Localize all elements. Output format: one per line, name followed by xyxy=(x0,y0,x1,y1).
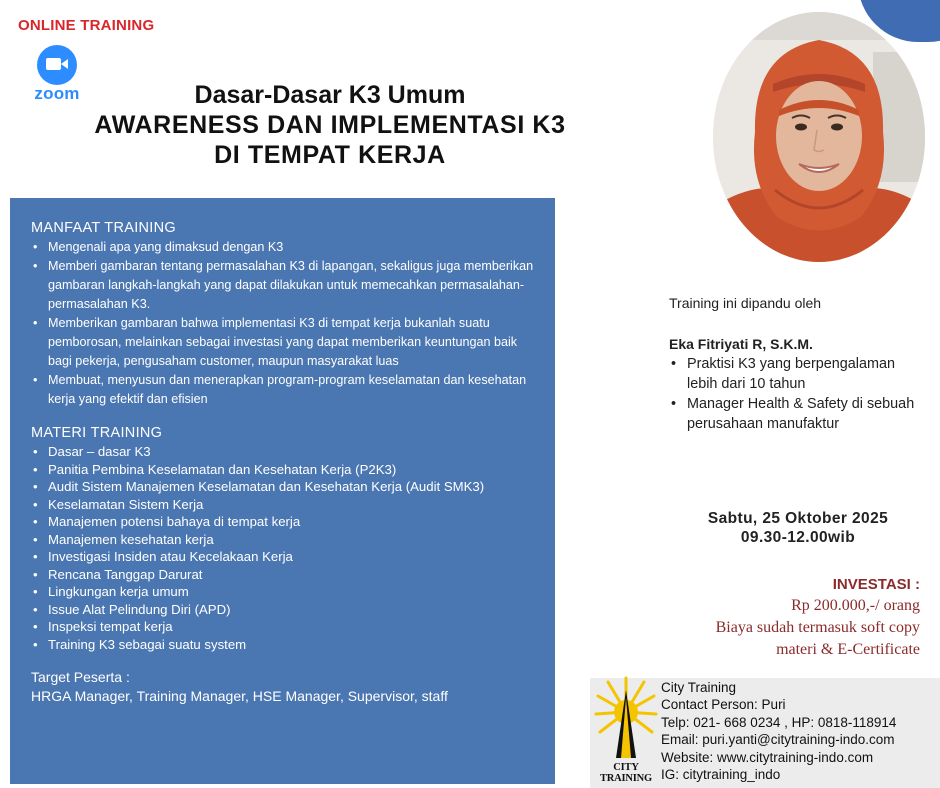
contact-website: Website: www.citytraining-indo.com xyxy=(661,749,874,765)
schedule-date: Sabtu, 25 Oktober 2025 xyxy=(707,510,889,527)
contact-instagram: IG: citytraining_indo xyxy=(661,767,781,783)
materi-item: • Investigasi Insiden atau Kecelakaan Kerja xyxy=(31,548,535,566)
zoom-camera-icon xyxy=(37,45,77,85)
investment-note-1: Biaya sudah termasuk soft copy xyxy=(715,619,920,636)
contact-phone: Telp: 021- 668 0234 , HP: 0818-118914 xyxy=(661,714,897,730)
contact-details xyxy=(661,679,896,783)
materi-item: • Training K3 sebagai suatu system xyxy=(31,636,535,654)
contact-email: Email: puri.yanti@citytraining-indo.com xyxy=(661,732,895,748)
manfaat-heading: MANFAAT TRAINING xyxy=(31,220,176,236)
contact-person: Contact Person: Puri xyxy=(661,697,786,713)
manfaat-item: • Mengenali apa yang dimaksud dengan K3 xyxy=(31,238,535,257)
online-training-label: ONLINE TRAINING xyxy=(18,17,155,34)
schedule-time: 09.30-12.00wib xyxy=(740,529,856,546)
investment-info xyxy=(600,574,920,661)
materi-item: • Lingkungan kerja umum xyxy=(31,583,535,601)
materi-item: • Inspeksi tempat kerja xyxy=(31,618,535,636)
city-training-logo xyxy=(594,672,658,782)
manfaat-list xyxy=(31,238,535,409)
trainer-credentials xyxy=(669,354,919,434)
materi-item: • Rencana Tanggap Darurat xyxy=(31,566,535,584)
contact-company: City Training xyxy=(661,680,737,695)
training-details-panel xyxy=(10,198,555,784)
materi-item: • Audit Sistem Manajemen Keselamatan dan Kesehatan Kerja (Audit SMK3) xyxy=(31,478,535,496)
target-label: Target Peserta : xyxy=(31,669,130,685)
materi-item: • Manajemen potensi bahaya di tempat kerja xyxy=(31,513,535,531)
materi-list xyxy=(31,443,535,653)
manfaat-item: • Memberikan gambaran bahwa implementasi K3 di tempat kerja bukanlah suatu pemborosan, melainkan sebagai investasi yang dapat memberikan keuntungan baik bagi pekerja, pengusaham customer, maupun masyarakat luas xyxy=(31,314,535,371)
target-value: HRGA Manager, Training Manager, HSE Manager, Supervisor, staff xyxy=(31,688,448,704)
investment-heading: INVESTASI : xyxy=(832,576,920,593)
trainer-portrait-illustration xyxy=(713,12,925,262)
zoom-wordmark: zoom xyxy=(34,84,80,103)
materi-item: • Keselamatan Sistem Kerja xyxy=(31,496,535,514)
page-title xyxy=(40,80,620,170)
materi-item: • Issue Alat Pelindung Diri (APD) xyxy=(31,601,535,619)
materi-heading: MATERI TRAINING xyxy=(31,425,163,441)
materi-item: • Manajemen kesehatan kerja xyxy=(31,531,535,549)
trainer-name: Eka Fitriyati R, S.K.M. xyxy=(669,336,813,352)
title-line-1: Dasar-Dasar K3 Umum xyxy=(194,81,466,109)
materi-item: • Dasar – dasar K3 xyxy=(31,443,535,461)
trainer-credential: • Praktisi K3 yang berpengalaman lebih dari 10 tahun xyxy=(669,354,919,394)
investment-note-2: materi & E-Certificate xyxy=(776,641,920,658)
schedule xyxy=(660,509,936,547)
trainer-info xyxy=(669,294,919,434)
materi-item: • Panitia Pembina Keselamatan dan Kesehatan Kerja (P2K3) xyxy=(31,461,535,479)
trainer-photo xyxy=(713,12,925,262)
investment-price: Rp 200.000,-/ orang xyxy=(791,597,920,614)
sunburst-tower-icon xyxy=(594,672,658,762)
title-line-3: DI TEMPAT KERJA xyxy=(214,141,446,169)
logo-wordmark: CITY TRAINING xyxy=(599,762,653,784)
trainer-credential: • Manager Health & Safety di sebuah perusahaan manufaktur xyxy=(669,394,919,434)
trainer-intro: Training ini dipandu oleh xyxy=(669,295,822,311)
manfaat-item: • Memberi gambaran tentang permasalahan K3 di lapangan, sekaligus juga memberikan gambaran langkah-langkah yang dapat dilakukan untuk memecahkan permasalahan-permasalahan K3. xyxy=(31,257,535,314)
title-line-2: AWARENESS DAN IMPLEMENTASI K3 xyxy=(94,111,566,139)
manfaat-item: • Membuat, menyusun dan menerapkan program-program keselamatan dan kesehatan kerja yang efektif dan efisien xyxy=(31,371,535,409)
